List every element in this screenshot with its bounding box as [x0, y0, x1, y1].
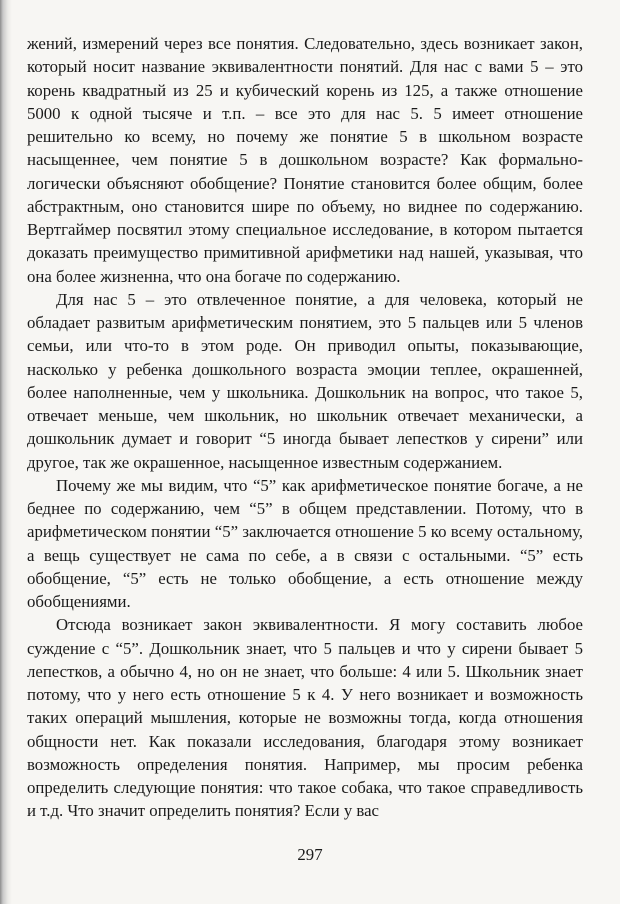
- page-number: 297: [297, 845, 323, 864]
- page-body: [27, 32, 583, 823]
- paragraph-3: Почему же мы видим, что “5” как арифметическое понятие богаче, а не беднее по содержанию, чем “5” в общем представлении. Потому, что в арифметическом понятии “5” заключается отношение 5 ко всему остальному, а вещь существует не сама по себе, а в связи с остальными. “5” есть обобщение, “5” есть не только обобщение, а есть отношение между обобщениями.: [27, 475, 583, 611]
- paragraph-1: жений, измерений через все понятия. Следовательно, здесь возникает закон, который носит название эквивалентности понятий. Для нас с вами 5 – это корень квадратный из 25 и кубический корень из 125, а также отношение 5000 к одной тысяче и т.п. – все это для нас 5. 5 имеет отношение решительно ко всему, но почему же понятие 5 в школьном возрасте насыщеннее, чем понятие 5 в дошкольном возрасте? Как формальнологически объясняют обобщение? Понятие становится более общим, более абстрактным, оно становится шире по объему, но виднее по содержанию. Вертгаймер посвятил этому специальное исследование, в котором пытается доказать преимущество примитивной арифметики над нашей, указывая, что она более жизненна, что она богаче по содержанию.: [27, 34, 583, 286]
- paragraph-4: Отсюда возникает закон эквивалентности. Я могу составить любое суждение с “5”. Дошкольник знает, что 5 пальцев и что у сирени бывает 5 лепестков, а обычно 4, но он не знает, что больше: 4 или 5. Школьник знает потому, что у него есть отношение 5 к 4. У него возникает и возможность таких операций мышления, которые не возможны тогда, когда отношения общности нет. Как показали исследования, благодаря этому возникает возможность определения понятия. Например, мы просим ребенка определить следующие понятия: что такое собака, что такое справедливость и т.д. Что значит определить понятия? Если у вас: [27, 615, 583, 821]
- paragraph-2: Для нас 5 – это отвлеченное понятие, а для человека, который не обладает развитым арифметическим понятием, это 5 пальцев или 5 членов семьи, или что-то в этом роде. Он приводил опыты, показывающие, насколько у ребенка дошкольного возраста эмоции теплее, окрашенней, более наполненные, чем у школьника. Дошкольник на вопрос, что такое 5, отвечает меньше, чем школьник, но школьник отвечает механически, а дошкольник думает и говорит “5 иногда бывает лепестков у сирени” или другое, так же окрашенное, насыщенное известным содержанием.: [27, 289, 583, 472]
- binding-shadow: [0, 0, 12, 904]
